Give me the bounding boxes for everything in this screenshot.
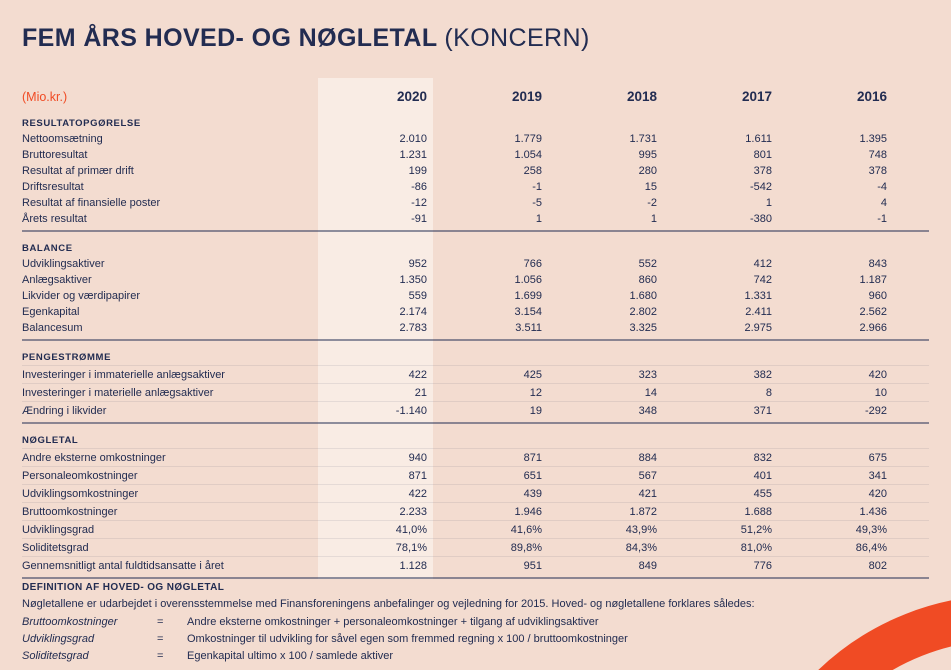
table-row [22, 556, 929, 574]
section-divider [22, 339, 929, 341]
table-row [22, 365, 929, 383]
row-value-2017: 401 [753, 469, 772, 482]
section-divider [22, 230, 929, 232]
row-value-2019: 1.946 [514, 505, 542, 518]
table-header-row [22, 78, 929, 107]
row-value-2016: 378 [868, 165, 887, 177]
row-value-2016: 341 [868, 469, 887, 482]
row-value-2019: 3.511 [515, 322, 542, 334]
row-value-2019: 12 [529, 386, 542, 399]
unit-label: (Mio.kr.) [22, 90, 68, 104]
row-value-2017: 81,0% [740, 541, 772, 554]
row-value-2018: 552 [638, 258, 657, 270]
row-value-2016: 49,3% [855, 523, 887, 536]
table-row [22, 304, 929, 320]
table-row [22, 163, 929, 179]
section-divider [22, 577, 929, 579]
row-value-2018: 14 [644, 386, 657, 399]
row-value-2017: 371 [753, 404, 772, 417]
row-value-2020: 952 [408, 258, 427, 270]
row-value-2018: 884 [638, 451, 657, 464]
row-value-2018: 849 [638, 559, 657, 572]
table-row [22, 502, 929, 520]
row-label: Resultat af primær drift [22, 165, 134, 177]
row-value-2020: 78,1% [395, 541, 427, 554]
row-value-2017: 455 [753, 487, 772, 500]
row-value-2020: 1.350 [399, 274, 427, 286]
row-value-2019: 1.699 [514, 290, 542, 302]
table-row [22, 256, 929, 272]
row-value-2019: 651 [523, 469, 542, 482]
table-body [22, 78, 929, 579]
definitions-list [22, 613, 801, 664]
row-label: Udviklingsaktiver [22, 258, 105, 270]
row-value-2017: 742 [753, 274, 772, 286]
row-value-2016: 420 [868, 368, 887, 381]
row-value-2017: -380 [749, 213, 772, 225]
row-label: Personaleomkostninger [22, 469, 138, 482]
row-value-2016: 675 [868, 451, 887, 464]
row-value-2019: 258 [523, 165, 542, 177]
row-value-2019: 439 [523, 487, 542, 500]
row-value-2020: -1.140 [395, 404, 427, 417]
row-label: Årets resultat [22, 213, 87, 225]
row-value-2018: -2 [647, 197, 657, 209]
row-label: Anlægsaktiver [22, 274, 92, 286]
row-label: Nettoomsætning [22, 133, 103, 145]
row-label: Udviklingsgrad [22, 523, 95, 536]
row-value-2016: 1.187 [859, 274, 887, 286]
table-row [22, 466, 929, 484]
table-row [22, 147, 929, 163]
row-value-2018: 1 [650, 213, 657, 225]
row-value-2019: 1.054 [514, 149, 542, 161]
row-value-2018: 1.731 [629, 133, 657, 145]
year-header-2020: 2020 [396, 89, 427, 104]
row-value-2017: 382 [753, 368, 772, 381]
row-value-2017: 776 [753, 559, 772, 572]
section-title: RESULTATOPGØRELSE [22, 118, 141, 129]
row-value-2018: 3.325 [629, 322, 657, 334]
definition-term: Soliditetsgrad [22, 649, 89, 662]
row-value-2017: 2.411 [745, 306, 772, 318]
row-value-2018: 1.680 [629, 290, 657, 302]
row-label: Bruttoomkostninger [22, 505, 118, 518]
row-value-2020: 422 [408, 368, 427, 381]
row-label: Likvider og værdipapirer [22, 290, 140, 302]
definition-item [22, 630, 801, 647]
row-value-2018: 1.872 [629, 505, 657, 518]
definitions-intro: Nøgletallene er udarbejdet i overensstemmelse med Finansforeningens anbefalinger og vejledning for 2015. Hoved- og nøgletallene forklares således: [22, 598, 755, 610]
section-title: BALANCE [22, 243, 73, 254]
row-value-2016: -292 [864, 404, 887, 417]
row-value-2018: 280 [638, 165, 657, 177]
row-value-2018: 348 [638, 404, 657, 417]
row-label: Udviklingsomkostninger [22, 487, 139, 500]
page-title [22, 24, 590, 52]
row-value-2017: 832 [753, 451, 772, 464]
year-header-2019: 2019 [511, 89, 542, 104]
row-value-2020: 2.783 [399, 322, 427, 334]
definition-text: Omkostninger til udvikling for såvel egen som fremmed regning x 100 / bruttoomkostninger [187, 632, 628, 645]
definition-equals-sign: = [157, 632, 164, 645]
five-year-key-figures-table [22, 78, 929, 579]
table-section [22, 117, 929, 232]
page-title-suffix: (KONCERN) [444, 24, 590, 52]
row-label: Egenkapital [22, 306, 80, 318]
row-value-2016: 960 [868, 290, 887, 302]
row-value-2016: 4 [880, 197, 887, 209]
row-value-2018: 860 [638, 274, 657, 286]
row-label: Gennemsnitligt antal fuldtidsansatte i året [22, 559, 224, 572]
row-value-2020: 1.128 [399, 559, 427, 572]
row-value-2017: 51,2% [740, 523, 772, 536]
row-value-2020: 1.231 [399, 149, 427, 161]
row-value-2016: 2.562 [859, 306, 887, 318]
row-value-2020: 21 [414, 386, 427, 399]
row-value-2016: 420 [868, 487, 887, 500]
row-value-2016: 748 [868, 149, 887, 161]
section-title: PENGESTRØMME [22, 352, 112, 363]
row-value-2019: 871 [523, 451, 542, 464]
row-label: Resultat af finansielle poster [22, 197, 161, 209]
definitions-title: DEFINITION AF HOVED- OG NØGLETAL [22, 582, 225, 593]
row-value-2018: 43,9% [625, 523, 657, 536]
definition-text: Andre eksterne omkostninger + personaleomkostninger + tilgang af udviklingsaktiver [187, 615, 599, 628]
row-value-2020: 2.010 [399, 133, 427, 145]
row-value-2018: 421 [638, 487, 657, 500]
row-value-2017: 378 [753, 165, 772, 177]
row-label: Investeringer i materielle anlægsaktiver [22, 386, 214, 399]
table-row [22, 401, 929, 419]
row-value-2017: 1.688 [744, 505, 772, 518]
row-value-2020: 871 [408, 469, 427, 482]
row-value-2020: 2.174 [399, 306, 427, 318]
row-value-2019: 425 [523, 368, 542, 381]
row-value-2020: 422 [408, 487, 427, 500]
row-value-2018: 567 [638, 469, 657, 482]
definitions-block [22, 582, 801, 664]
definition-item [22, 647, 801, 664]
definition-term: Bruttoomkostninger [22, 615, 118, 628]
table-section [22, 351, 929, 424]
row-value-2019: 89,8% [510, 541, 542, 554]
row-value-2017: 1 [765, 197, 772, 209]
row-value-2017: 801 [753, 149, 772, 161]
row-value-2018: 323 [638, 368, 657, 381]
table-row [22, 288, 929, 304]
table-section [22, 242, 929, 341]
row-value-2016: 2.966 [859, 322, 887, 334]
table-row [22, 538, 929, 556]
year-header-2018: 2018 [626, 89, 657, 104]
row-value-2017: 8 [765, 386, 772, 399]
row-label: Soliditetsgrad [22, 541, 89, 554]
table-row [22, 272, 929, 288]
row-label: Driftsresultat [22, 181, 84, 193]
row-value-2018: 995 [638, 149, 657, 161]
section-title: NØGLETAL [22, 435, 79, 446]
row-label: Bruttoresultat [22, 149, 88, 161]
table-row [22, 211, 929, 227]
page-title-main: FEM ÅRS HOVED- OG NØGLETAL [22, 24, 438, 52]
row-value-2020: -86 [411, 181, 427, 193]
row-value-2019: 19 [529, 404, 542, 417]
row-value-2019: 766 [523, 258, 542, 270]
row-value-2016: -4 [877, 181, 887, 193]
row-value-2020: -91 [411, 213, 427, 225]
table-row [22, 448, 929, 466]
row-value-2019: -1 [532, 181, 542, 193]
row-value-2020: 41,0% [395, 523, 427, 536]
definition-term: Udviklingsgrad [22, 632, 95, 645]
year-header-2016: 2016 [856, 89, 887, 104]
row-value-2016: -1 [877, 213, 887, 225]
table-section [22, 434, 929, 579]
table-row [22, 520, 929, 538]
section-divider [22, 422, 929, 424]
row-value-2020: 199 [408, 165, 427, 177]
row-value-2018: 84,3% [625, 541, 657, 554]
row-value-2019: 3.154 [514, 306, 542, 318]
year-header-2017: 2017 [741, 89, 772, 104]
row-value-2019: 1 [535, 213, 542, 225]
row-value-2020: 2.233 [399, 505, 427, 518]
table-row [22, 195, 929, 211]
row-value-2019: 1.779 [514, 133, 542, 145]
row-value-2016: 1.436 [859, 505, 887, 518]
row-value-2019: 41,6% [510, 523, 542, 536]
row-value-2019: -5 [532, 197, 542, 209]
row-value-2016: 843 [868, 258, 887, 270]
row-label: Balancesum [22, 322, 83, 334]
table-row [22, 484, 929, 502]
row-value-2018: 2.802 [629, 306, 657, 318]
row-value-2017: 2.975 [744, 322, 772, 334]
row-value-2017: 1.331 [744, 290, 772, 302]
row-value-2018: 15 [644, 181, 657, 193]
definition-text: Egenkapital ultimo x 100 / samlede aktiver [187, 649, 394, 662]
table-row [22, 383, 929, 401]
row-value-2016: 86,4% [855, 541, 887, 554]
row-value-2016: 10 [874, 386, 887, 399]
table-row [22, 179, 929, 195]
row-value-2016: 1.395 [859, 133, 887, 145]
definition-equals-sign: = [157, 615, 164, 628]
row-value-2020: -12 [411, 197, 427, 209]
row-label: Investeringer i immaterielle anlægsaktiver [22, 368, 225, 381]
row-value-2017: 1.611 [745, 133, 772, 145]
definition-equals-sign: = [157, 649, 164, 662]
table-row [22, 131, 929, 147]
row-value-2020: 940 [408, 451, 427, 464]
table-row [22, 320, 929, 336]
row-value-2017: 412 [753, 258, 772, 270]
row-label: Andre eksterne omkostninger [22, 451, 166, 464]
row-value-2016: 802 [868, 559, 887, 572]
row-value-2019: 1.056 [514, 274, 542, 286]
row-value-2017: -542 [749, 181, 772, 193]
row-value-2019: 951 [523, 559, 542, 572]
row-value-2020: 559 [408, 290, 427, 302]
row-label: Ændring i likvider [22, 404, 107, 417]
definition-item [22, 613, 801, 630]
